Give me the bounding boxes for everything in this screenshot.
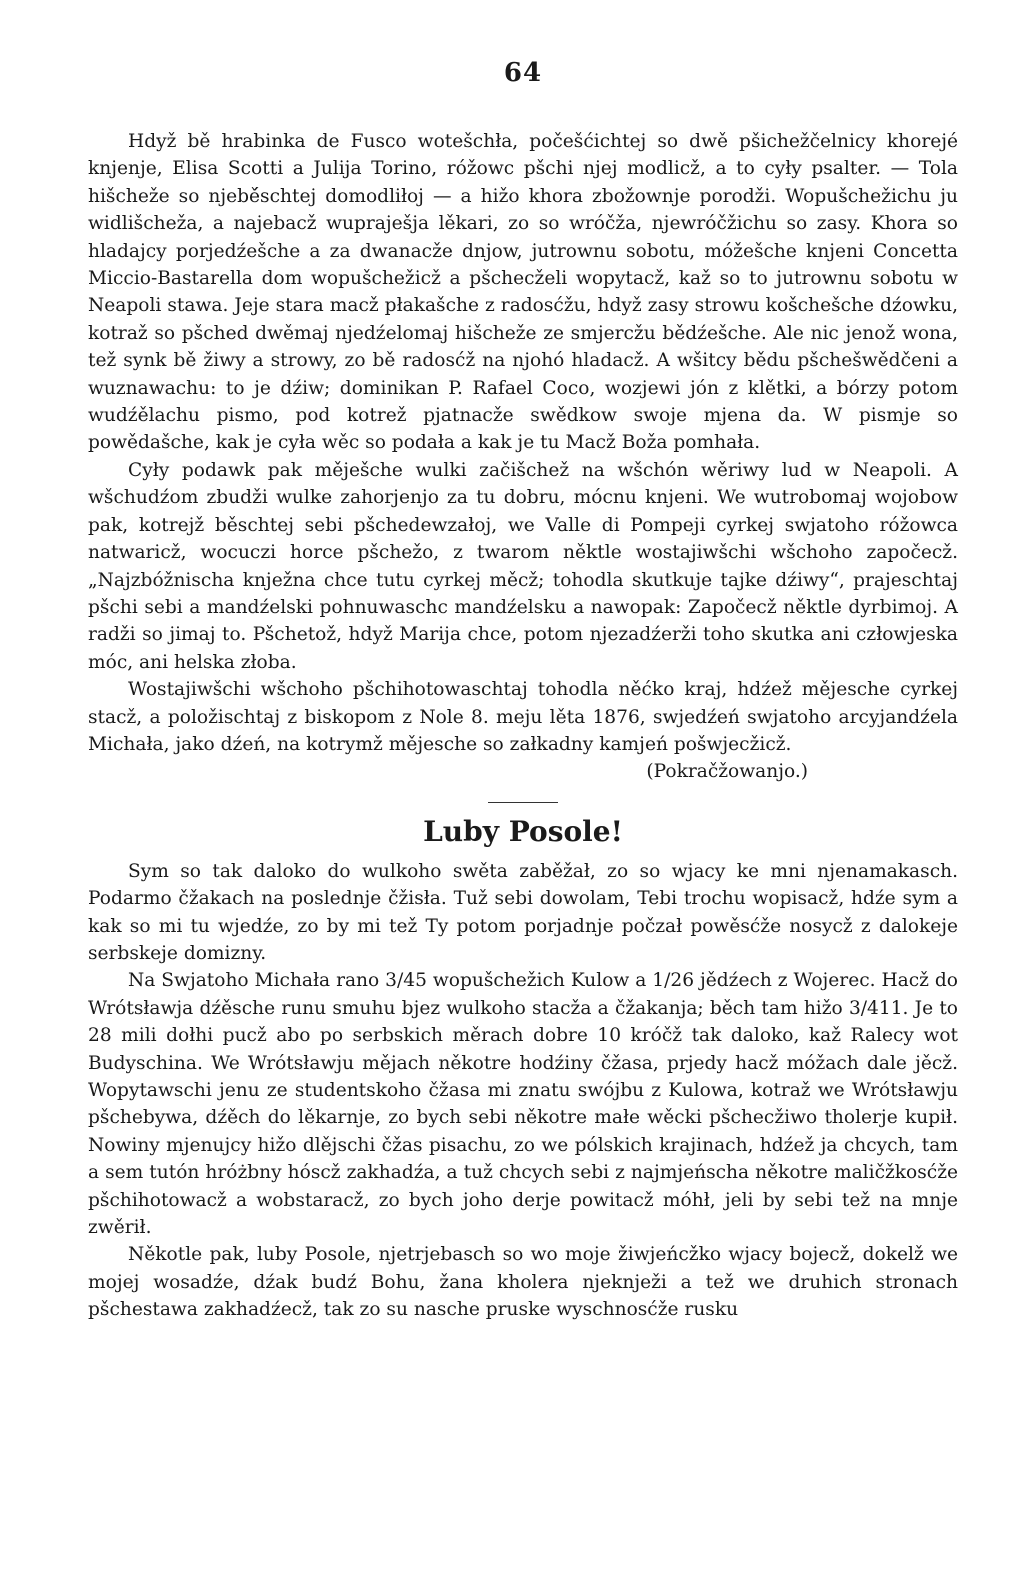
page-number: 64 <box>503 58 543 88</box>
paragraph: Cyły podawk pak měješche wulki začišchež na wšchón wěriwy lud w Neapoli. A wšchudźom zbudži wulke zahorjenjo za tu dobru, mócnu knjeni. We wutrobomaj wojobow pak, kotrejž běschtej sebi pšchedewzałoj, we Valle di Pompeji cyrkej swjatoho róžowca natwaricž, wocuczi horce pšchežo, z twarom něktle wostajiwšchi wšchoho započecž. „Najzbóžnischa knježna chce tutu cyrkej měcž; tohodla skutkuje tajke dźiwy“, prajeschtaj pšchi sebi a mandźelski pohnuwaschc mandźelsku a nawopak: Započecž něktle dyrbimoj. A radži so jimaj to. Pšchetož, hdyž Marija chce, potom njezadźerži toho skutka ani człowjeska móc, ani helska złoba. <box>88 459 958 673</box>
section-heading: Luby Posole! <box>423 814 623 848</box>
paragraph: Wostajiwšchi wšchoho pšchihotowaschtaj tohodla něćko kraj, hdźež mějesche cyrkej stacž, a položischtaj z biskopom z Nole 8. meju lěta 1876, swjedźeń swjatoho arcyjandźela Michała, jako dźeń, na kotrymž mějesche so załkadny kamjeń pošwjecžicž. <box>88 679 958 755</box>
paragraph: Hdyž bě hrabinka de Fusco wotešchła, počešćichtej so dwě pšichežčelnicy khorejé knjenje, Elisa Scotti a Julija Torino, róžowc pšchi njej modlicž, a to cyły psalter. — Tola hišcheže so njebě́schtej domodliłoj — a hižo khora zbožownje porodži. Wopušchežichu ju widlišcheža, a najebacž wupraješja lěkari, zo so wróčža, njewróčžichu so zasy. Khora so hladajcy porjedźešche a za dwanacže dnjow, jutrownu sobotu, móžešche knjeni Concetta Miccio-Bastarella dom wopušchežicž a pšchecželi wopytacž, kaž so to jutrownu sobotu w Neapoli stawa. Jeje stara macž płakašche z radosćžu, hdyž zasy strowu košchešche dźowku, kotraž so pšched dwěmaj njedźelomaj hišcheže ze smjercžu bědźešche. Ale nic jenož wona, tež synk bě žiwy a strowy, zo bě radosćž na njohó hladacž. A wšitcy bědu pšchešwědčeni a wuznawachu: to je dźiw; dominikan P. Rafael Coco, wozjewi jón z klětki, a bórzy potom wudźělachu pismo, pod kotrež pjatnacže swědkow swoje mjena da. W pismje so powědašche, kak je cyła wěc so podała a kak je tu Macž Boža pomhała. <box>88 131 958 454</box>
paragraph: Někotle pak, luby Posole, njetrjebasch so wo moje žiwjeńcžko wjacy bojecž, dokelž we mojej wosadźe, dźak budź Bohu, žana kholera njeknježi a tež we druhich stronach pšchestawa zakhadźecž, tak zo su nasche pruske wyschnosćže rusku <box>88 1244 958 1321</box>
section-divider <box>488 802 558 803</box>
continued-note: (Pokračžowanjo.) <box>646 761 808 783</box>
paragraph: Na Swjatoho Michała rano 3/45 wopušchežich Kulow a 1/26 jědźech z Wojerec. Hacž do Wrótsławja dźěsche runu smuhu bjez wulkoho stacža a čžakanja; běch tam hižo 3/411. Je to 28 mili dołhi pucž abo po serbskich měrach dobre 10 króčž tak daloko, kaž Ralecy wot Budyschina. We Wrótsławju mějach někotre hodźiny čžasa, prjedy hacž móžach dale jěcž. Wopytawschi jenu ze studentskoho čžasa mi znatu swójbu z Kulowa, kotraž we Wrótsławju pšchebywa, dźěch do lěkarnje, zo bych sebi někotre małe wěcki pšchecžiwo tholerje kupił. Nowiny mjenujcy hižo dlějschi čžas pisachu, zo we pólskich krajinach, hdźež ja chcych, tam a sem tutón hróżbny hóscž zakhadźa, a tuž chcych sebi z najmjeńscha někotre maličžkosćže pšchihotowacž a wobstaracž, zo bych joho derje powitacž móhł, jeli by sebi tež na mnje zwěrił. <box>88 970 958 1239</box>
paragraph: Sym so tak daloko do wulkoho swěta zaběžał, zo so wjacy ke mni njenamakasch. Podarmo čžakach na poslednje čžisła. Tuž sebi dowolam, Tebi trochu wopisacž, hdźe sym a kak so mi tu wjedźe, zo by mi tež Ty potom porjadnje počzał powěsćže nosycž z dalokeje serbskeje domizny. <box>88 860 958 964</box>
document-page <box>88 58 958 1324</box>
